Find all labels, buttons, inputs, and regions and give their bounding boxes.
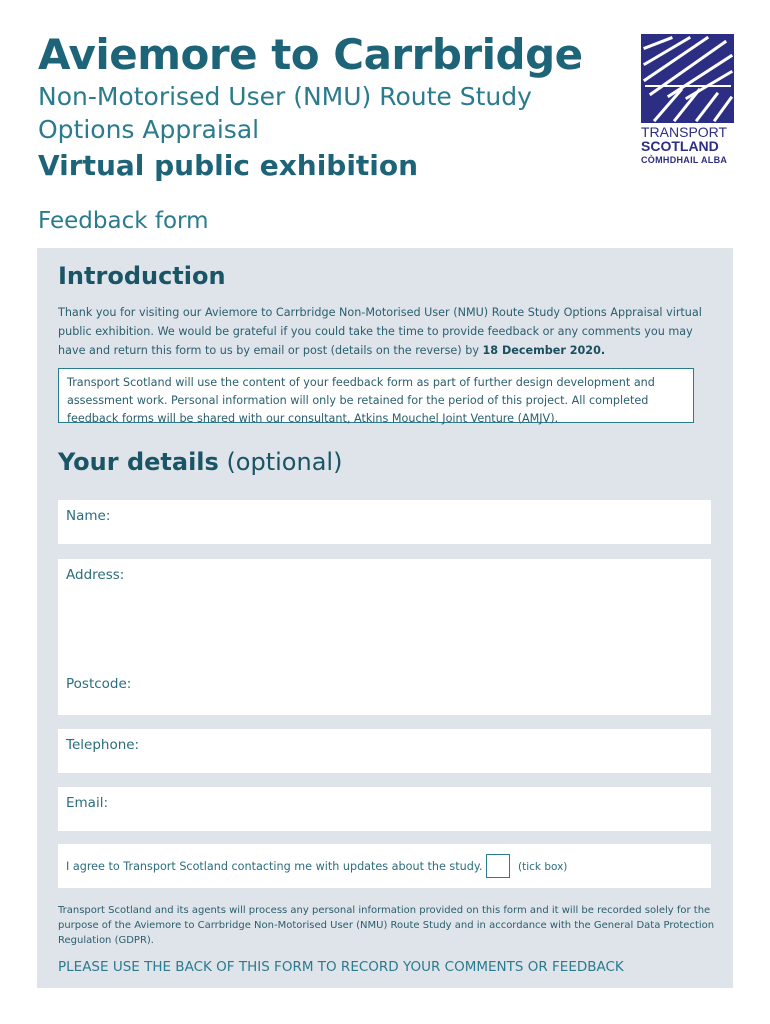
telephone-field[interactable] [58, 729, 711, 773]
transport-scotland-logo-icon [641, 34, 734, 123]
your-details-heading-bold: Your details [58, 448, 219, 476]
your-details-heading [58, 448, 342, 476]
transport-scotland-logo [641, 34, 735, 166]
page-title: Aviemore to Carrbridge [38, 30, 583, 79]
consent-checkbox[interactable] [486, 854, 510, 878]
address-label: Address: [66, 567, 125, 583]
consent-row [58, 844, 711, 888]
logo-text-transport: TRANSPORT [641, 124, 728, 140]
feedback-form-label: Feedback form [38, 208, 209, 234]
postcode-label: Postcode: [66, 676, 132, 692]
email-label: Email: [66, 795, 109, 811]
logo-text-gaelic: CÒMHDHAIL ALBA [641, 155, 728, 165]
consent-text: I agree to Transport Scotland contacting me with updates about the study. [66, 860, 483, 873]
your-details-heading-optional: (optional) [218, 448, 343, 476]
name-field[interactable] [58, 500, 711, 544]
tick-box-label: (tick box) [518, 861, 568, 873]
logo-text-scotland: SCOTLAND [641, 138, 719, 154]
address-field[interactable] [58, 559, 711, 715]
introduction-text [58, 303, 708, 360]
page-subtitle: Non-Motorised User (NMU) Route Study Options Appraisal [38, 82, 532, 144]
deadline-date: 18 December 2020. [482, 344, 606, 357]
form-panel [37, 248, 733, 988]
introduction-body: Thank you for visiting our Aviemore to Carrbridge Non-Motorised User (NMU) Route Study Options Appraisal virtual public exhibition. We would be grateful if you could take the time to provide feedback or any comments you may have and return this form to us by email or post (details on the reverse) by [58, 306, 702, 357]
introduction-heading: Introduction [58, 262, 226, 290]
back-of-form-note: PLEASE USE THE BACK OF THIS FORM TO RECORD YOUR COMMENTS OR FEEDBACK [58, 959, 624, 975]
telephone-label: Telephone: [66, 737, 140, 753]
privacy-notice: Transport Scotland will use the content of your feedback form as part of further design development and assessment work. Personal information will only be retained for the period of this project. All completed feedback forms will be shared with our consultant, Atkins Mouchel Joint Venture (AMJV). [58, 368, 694, 423]
email-field[interactable] [58, 787, 711, 831]
name-label: Name: [66, 508, 111, 524]
gdpr-statement: Transport Scotland and its agents will process any personal information provided on this form and it will be recorded solely for the purpose of the Aviemore to Carrbridge Non-Motorised User (NMU) Route Study and in accordance with the General Data Protection Regulation (GDPR). [58, 905, 715, 946]
exhibition-heading: Virtual public exhibition [38, 149, 419, 182]
